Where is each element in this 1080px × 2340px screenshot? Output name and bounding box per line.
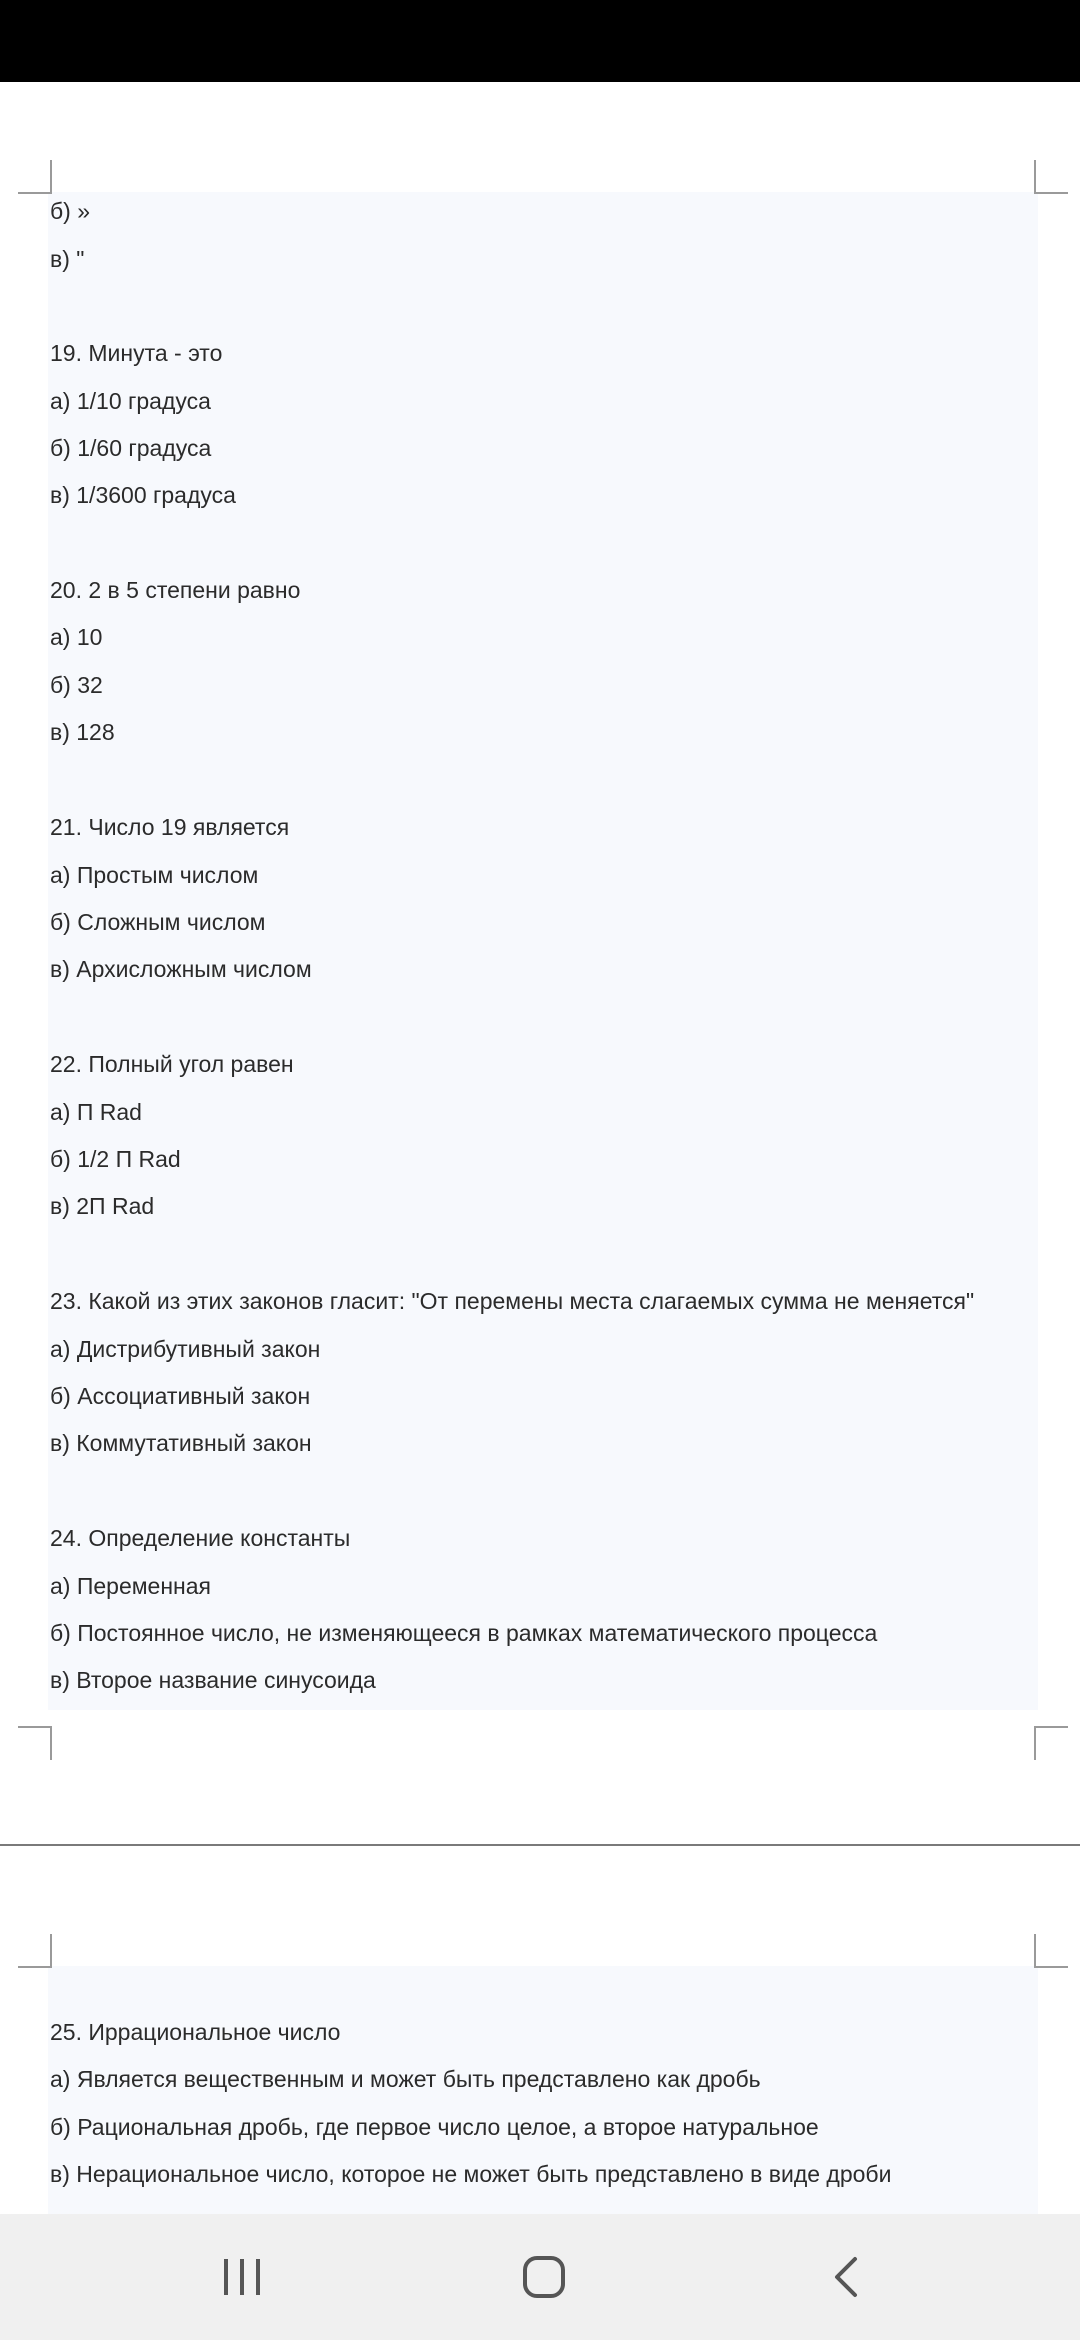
status-bar [0, 0, 1080, 82]
answer-option: б) Ассоциативный закон [50, 1383, 311, 1409]
page-1-corner-top-right [1034, 160, 1068, 194]
answer-option: б) 32 [50, 672, 103, 698]
page-1-corner-top-left [18, 160, 52, 194]
answer-option: а) Является вещественным и может быть представлено как дробь [50, 2066, 761, 2092]
question-heading: 22. Полный угол равен [50, 1051, 294, 1077]
answer-option: б) » [50, 198, 91, 224]
answer-option: б) Сложным числом [50, 909, 266, 935]
question-heading: 21. Число 19 является [50, 814, 290, 840]
page-1-corner-bottom-left [18, 1726, 52, 1760]
recent-apps-icon [220, 2255, 264, 2299]
answer-option: а) Дистрибутивный закон [50, 1336, 321, 1362]
back-button[interactable] [786, 2214, 906, 2340]
answer-option: в) 128 [50, 719, 115, 745]
home-button[interactable] [484, 2214, 604, 2340]
question-heading: 20. 2 в 5 степени равно [50, 577, 301, 603]
page-1-content-area [48, 192, 1038, 1710]
answer-option: в) 1/3600 градуса [50, 482, 236, 508]
answer-option: в) Второе название синусоида [50, 1667, 376, 1693]
answer-option: б) 1/60 градуса [50, 435, 212, 461]
back-icon [831, 2255, 861, 2299]
home-icon [521, 2254, 567, 2300]
answer-option: в) Нерациональное число, которое не может быть представлено в виде дроби [50, 2161, 892, 2187]
answer-option: б) Рациональная дробь, где первое число целое, а второе натуральное [50, 2114, 819, 2140]
question-heading: 19. Минута - это [50, 340, 223, 366]
page-break-divider [0, 1844, 1080, 1846]
page-1-corner-bottom-right [1034, 1726, 1068, 1760]
answer-option: в) Коммутативный закон [50, 1430, 312, 1456]
question-heading: 25. Иррациональное число [50, 2019, 341, 2045]
answer-option: в) Архисложным числом [50, 956, 312, 982]
answer-option: в) 2П Rad [50, 1193, 155, 1219]
page-2-corner-top-left [18, 1934, 52, 1968]
answer-option: б) 1/2 П Rad [50, 1146, 181, 1172]
recent-apps-button[interactable] [182, 2214, 302, 2340]
answer-option: а) Простым числом [50, 862, 259, 888]
question-heading: 24. Определение константы [50, 1525, 351, 1551]
answer-option: в) " [50, 246, 85, 272]
page-2-corner-top-right [1034, 1934, 1068, 1968]
question-heading: 23. Какой из этих законов гласит: "От перемены места слагаемых сумма не меняется" [50, 1288, 975, 1314]
answer-option: а) Переменная [50, 1573, 211, 1599]
answer-option: б) Постоянное число, не изменяющееся в рамках математического процесса [50, 1620, 878, 1646]
answer-option: а) П Rad [50, 1099, 142, 1125]
answer-option: а) 1/10 градуса [50, 388, 211, 414]
navigation-bar [0, 2214, 1080, 2340]
answer-option: а) 10 [50, 624, 103, 650]
